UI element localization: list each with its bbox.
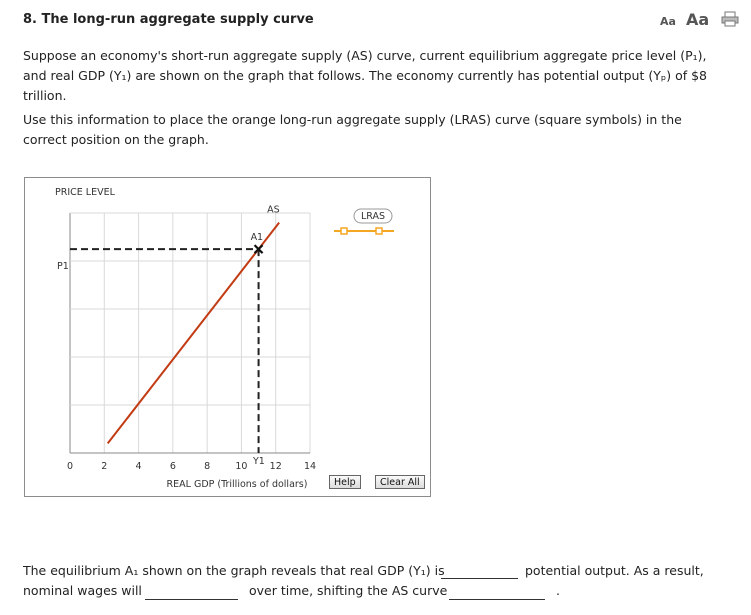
answer-blank-2[interactable]	[145, 585, 238, 600]
x-axis-label: REAL GDP (Trillions of dollars)	[166, 479, 308, 490]
help-button[interactable]: Help	[329, 475, 361, 489]
graph-svg[interactable]	[25, 178, 430, 496]
x-axis-ticks	[67, 461, 316, 472]
x-tick-label: 8	[204, 461, 211, 472]
question-title: 8. The long-run aggregate supply curve	[23, 12, 314, 27]
a1-label: A1	[250, 232, 264, 244]
x-tick-label: 12	[269, 461, 282, 472]
p1-label: P1	[57, 261, 69, 272]
x-tick-label: 0	[66, 461, 74, 472]
lras-legend-square[interactable]	[341, 228, 347, 234]
question-line-2-start: nominal wages will	[23, 583, 142, 598]
question-line-2-end: .	[556, 583, 560, 598]
question-line-1-end: potential output. As a result,	[525, 563, 704, 578]
y1-label: Y1	[253, 456, 265, 467]
font-size-small-button[interactable]: Aa	[660, 15, 676, 28]
as-curve	[108, 223, 279, 444]
x-tick-label: 6	[169, 461, 176, 472]
question-line-1-start: The equilibrium A₁ shown on the graph reveals that real GDP (Y₁) is	[23, 563, 445, 578]
intro-paragraph: Suppose an economy's short-run aggregate supply (AS) curve, current equilibrium aggregate price level (P₁), and real GDP (Y₁) are shown on the graph that follows. The economy currently has potential output (Yₚ) of $8 trillion.	[23, 48, 707, 103]
as-curve-label: AS	[267, 204, 280, 216]
answer-blank-3[interactable]	[449, 585, 545, 600]
instruction-paragraph: Use this information to place the orange long-run aggregate supply (LRAS) curve (square symbols) in the correct position on the graph.	[23, 112, 682, 147]
clear-all-button[interactable]: Clear All	[375, 475, 425, 489]
lras-legend[interactable]	[334, 209, 394, 234]
answer-blank-1[interactable]	[441, 564, 518, 579]
lras-legend-label: LRAS	[360, 211, 386, 222]
x-tick-label: 4	[135, 461, 142, 472]
y-axis-label: PRICE LEVEL	[55, 187, 115, 198]
x-tick-label: 14	[303, 461, 317, 472]
x-tick-label: 10	[235, 461, 248, 472]
print-icon[interactable]	[721, 11, 739, 27]
font-size-large-button[interactable]: Aa	[686, 10, 710, 29]
graph-panel	[24, 177, 431, 497]
x-tick-label: 2	[101, 461, 108, 472]
lras-legend-square[interactable]	[376, 228, 382, 234]
question-line-2-middle: over time, shifting the AS curve	[249, 583, 448, 598]
